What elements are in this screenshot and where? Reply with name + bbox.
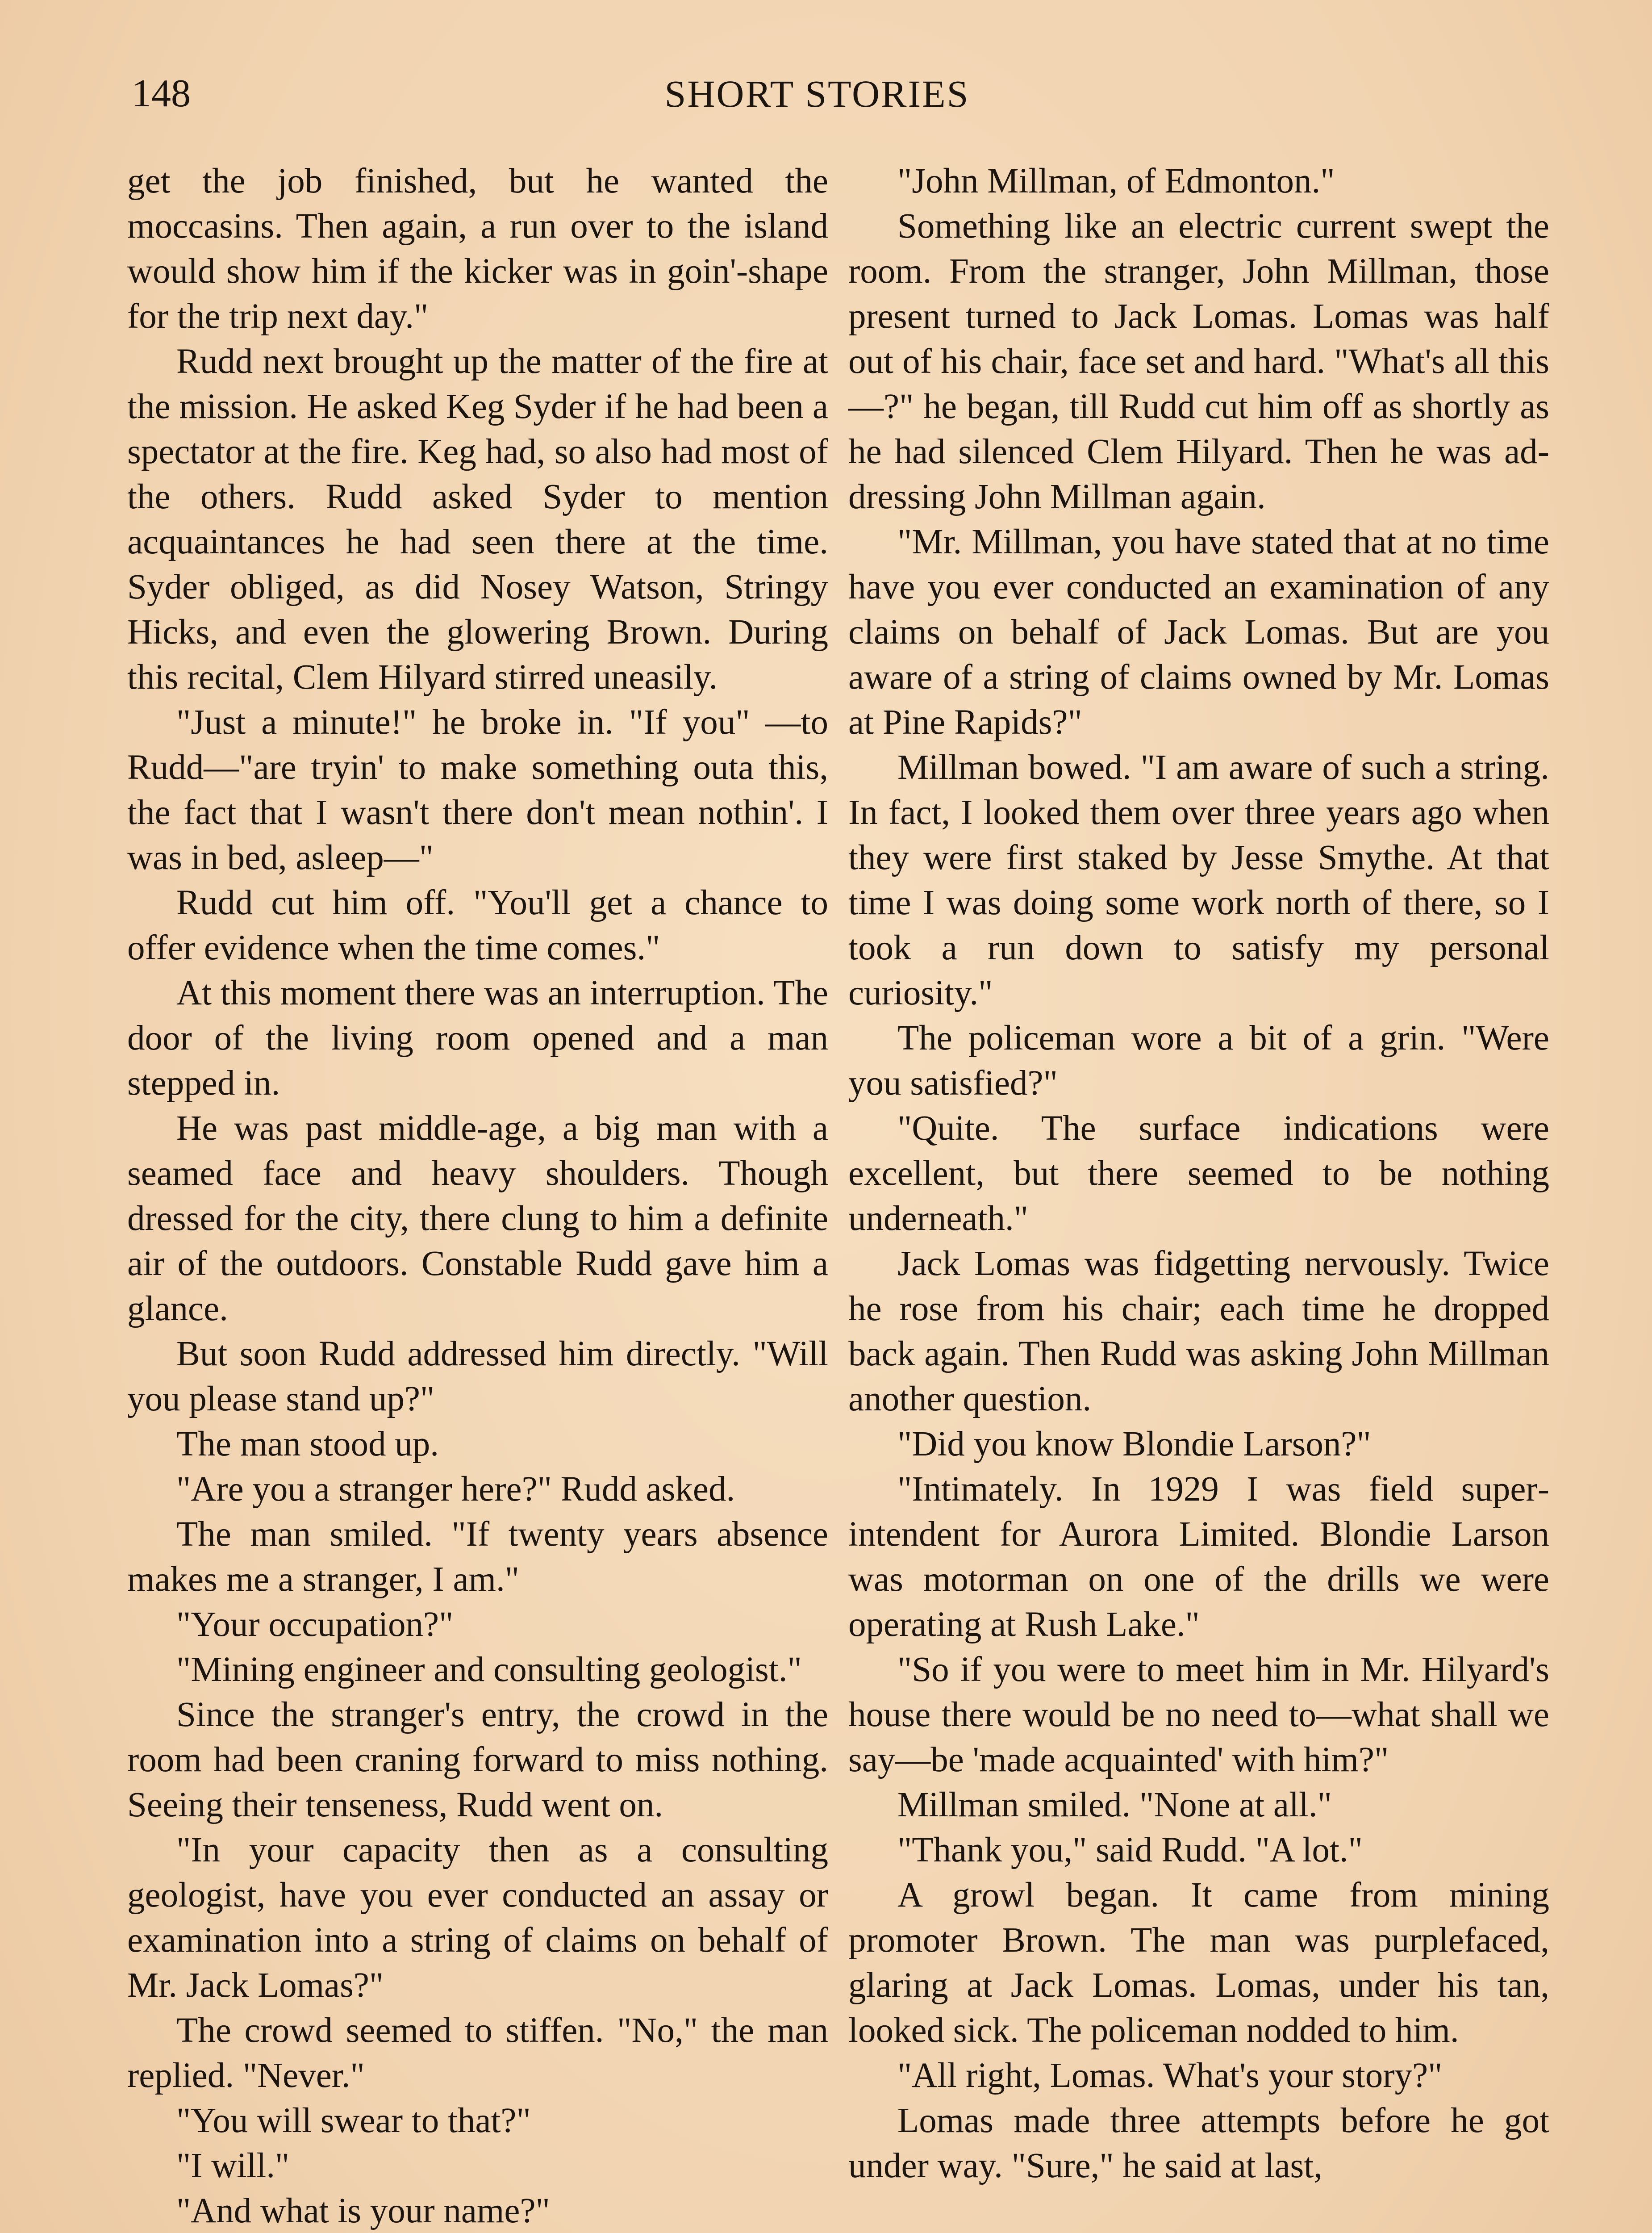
- paragraph: "Your occupation?": [176, 1605, 454, 1644]
- paragraph: Jack Lomas was fidgetting nervously. Twice he rose from his chair; each time he dropped back again. Then Rudd was asking John Millman another question.: [848, 1244, 1549, 1418]
- page-header: [0, 67, 1652, 121]
- paragraph: get the job finished, but he wanted the moccasins. Then again, a run over to the island would show him if the kicker was in goin'-shape for the trip next day.": [127, 162, 828, 336]
- paragraph: "Did you know Blondie Larson?": [897, 1425, 1371, 1464]
- paragraph: "So if you were to meet him in Mr. Hilyard's house there would be no need to—what shall we say—be 'made acquainted' with him?": [848, 1650, 1549, 1779]
- paragraph: "And what is your name?": [176, 2191, 550, 2230]
- paragraph: "Mr. Millman, you have stated that at no time have you ever conducted an examination of any claims on behalf of Jack Lomas. But are you aware of a string of claims owned by Mr. Lomas at Pine Rapids?": [848, 523, 1549, 742]
- paragraph: "Just a minute!" he broke in. "If you" —to Rudd—"are tryin' to make something outa this, the fact that I wasn't there don't mean nothin'. I was in bed, asleep—": [127, 703, 828, 877]
- paragraph: "I will.": [176, 2146, 290, 2185]
- paragraph: The man smiled. "If twenty years absence makes me a stranger, I am.": [127, 1515, 828, 1599]
- paragraph: "Mining engineer and consulting geologist.": [176, 1650, 802, 1689]
- paragraph: "All right, Lomas. What's your story?": [897, 2056, 1443, 2095]
- paragraph: The man stood up.: [176, 1425, 439, 1464]
- paragraph: "John Millman, of Edmonton.": [897, 162, 1335, 201]
- paragraph: At this moment there was an interruption. The door of the living room opened and a man stepped in.: [127, 974, 828, 1103]
- paragraph: "You will swear to that?": [176, 2101, 531, 2140]
- page-number: 148: [132, 72, 191, 115]
- paragraph: "Quite. The surface indications were excellent, but there seemed to be nothing underneath.": [848, 1109, 1549, 1238]
- paragraph: Something like an electric current swept the room. From the stranger, John Millman, those present turned to Jack Lomas. Lomas was half out of his chair, face set and hard. "What's all this—?" he began, till Rudd cut him off as shortly as he had silenced Clem Hilyard. Then he was addressing John Millman again.: [848, 207, 1549, 516]
- paragraph: A growl began. It came from mining promoter Brown. The man was purplefaced, glaring at Jack Lomas. Lomas, under his tan, looked sick. The policeman nodded to him.: [848, 1876, 1549, 2050]
- paragraph: Rudd cut him off. "You'll get a chance to offer evidence when the time comes.": [127, 883, 828, 967]
- paragraph: "Intimately. In 1929 I was field superintendent for Aurora Limited. Blondie Larson was motorman on one of the drills we were operating at Rush Lake.": [848, 1470, 1549, 1644]
- paragraph: The crowd seemed to stiffen. "No," the man replied. "Never.": [127, 2011, 828, 2095]
- paragraph: "In your capacity then as a consulting geologist, have you ever conducted an assay or examination into a string of claims on behalf of Mr. Jack Lomas?": [127, 1831, 828, 2005]
- left-column: [127, 159, 828, 2233]
- paragraph: Since the stranger's entry, the crowd in the room had been craning forward to miss nothing. Seeing their tenseness, Rudd went on.: [127, 1695, 828, 1824]
- paragraph: Lomas made three attempts before he got under way. "Sure," he said at last,: [848, 2101, 1549, 2185]
- paragraph: Rudd next brought up the matter of the fire at the mission. He asked Keg Syder if he had been a spectator at the fire. Keg had, so also had most of the others. Rudd asked Syder to mention acquaintances he had seen there at the time. Syder obliged, as did Nosey Watson, Stringy Hicks, and even the glowering Brown. During this recital, Clem Hilyard stirred uneasily.: [127, 342, 828, 697]
- right-column: [848, 159, 1549, 2188]
- paragraph: But soon Rudd addressed him directly. "Will you please stand up?": [127, 1334, 828, 1418]
- paragraph: "Thank you," said Rudd. "A lot.": [897, 1831, 1363, 1869]
- running-title: SHORT STORIES: [664, 72, 970, 115]
- paragraph: The policeman wore a bit of a grin. "Were you satisfied?": [848, 1019, 1549, 1103]
- paragraph: He was past middle-age, a big man with a seamed face and heavy shoulders. Though dressed for the city, there clung to him a definite air of the outdoors. Constable Rudd gave him a glance.: [127, 1109, 828, 1328]
- paragraph: Millman smiled. "None at all.": [897, 1786, 1332, 1824]
- paragraph: "Are you a stranger here?" Rudd asked.: [176, 1470, 735, 1509]
- paragraph: Millman bowed. "I am aware of such a string. In fact, I looked them over three years ago when they were first staked by Jesse Smythe. At that time I was doing some work north of there, so I took a run down to satisfy my personal curiosity.": [848, 748, 1549, 1012]
